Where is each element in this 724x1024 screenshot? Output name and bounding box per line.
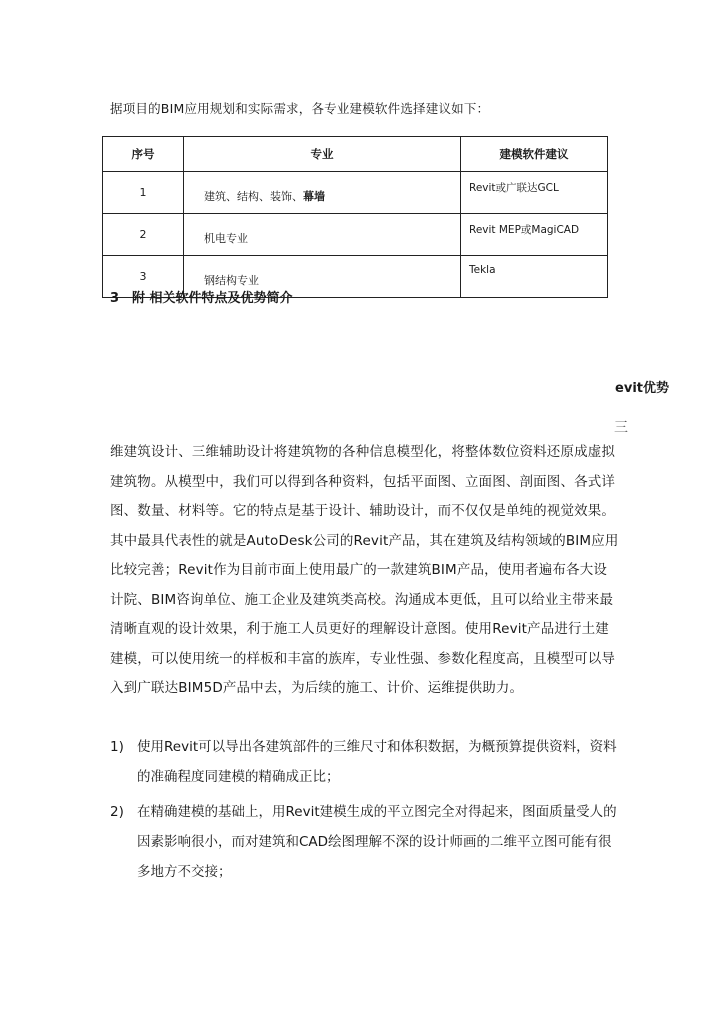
- list-item: [110, 797, 620, 887]
- row-software: Revit或广联达GCL: [461, 172, 608, 214]
- row-software: Revit MEP或MagiCAD: [461, 214, 608, 256]
- orphan-char: 三: [614, 420, 628, 436]
- row-discipline-text: 钢结构专业: [204, 273, 259, 287]
- table-row: [103, 214, 608, 256]
- list-marker: 1): [110, 739, 124, 755]
- subheading: evit优势: [615, 381, 669, 396]
- header-software: 建模软件建议: [461, 137, 608, 172]
- table-row: [103, 172, 608, 214]
- section-title: 附 相关软件特点及优势简介: [132, 291, 293, 306]
- row-no: 3: [103, 256, 184, 298]
- section-number: 3: [110, 291, 120, 306]
- list-marker: 2): [110, 804, 124, 820]
- list-text: 在精确建模的基础上，用Revit建模生成的平立图完全对得起来，图面质量受人的因素影响很小，而对建筑和CAD绘图理解不深的设计师画的二维平立图可能有很多地方不交接；: [137, 804, 617, 880]
- row-discipline: [184, 214, 461, 256]
- table-header-row: [103, 137, 608, 172]
- intro-text: 据项目的BIM应用规划和实际需求，各专业建模软件选择建议如下：: [110, 101, 490, 116]
- header-no: 序号: [103, 137, 184, 172]
- header-discipline: 专业: [184, 137, 461, 172]
- row-discipline: [184, 172, 461, 214]
- list-text: 使用Revit可以导出各建筑部件的三维尺寸和体积数据，为概预算提供资料，资料的准确程度同建模的精确成正比；: [137, 739, 617, 785]
- section-heading: [110, 287, 293, 306]
- list-item: [110, 732, 620, 792]
- row-discipline-text: 机电专业: [204, 231, 248, 245]
- row-discipline-text: 建筑、结构、装饰、: [204, 189, 303, 203]
- row-software: Tekla: [461, 256, 608, 298]
- body-paragraph: 维建筑设计、三维辅助设计将建筑物的各种信息模型化，将整体数位资料还原成虚拟建筑物。从模型中，我们可以得到各种资料，包括平面图、立面图、剖面图、各式详图、数量、材料等。它的特点是基于设计、辅助设计，而不仅仅是单纯的视觉效果。其中最具代表性的就是AutoDesk公司的Revit产品，其在建筑及结构领域的BIM应用比较完善；Revit作为目前市面上使用最广的一款建筑BIM产品，使用者遍布各大设计院、BIM咨询单位、施工企业及建筑类高校。沟通成本更低，且可以给业主带来最清晰直观的设计效果，利于施工人员更好的理解设计意图。使用Revit产品进行土建建模，可以使用统一的样板和丰富的族库，专业性强、参数化程度高，且模型可以导入到广联达BIM5D产品中去，为后续的施工、计价、运维提供助力。: [110, 444, 619, 696]
- row-no: 1: [103, 172, 184, 214]
- row-no: 2: [103, 214, 184, 256]
- row-discipline-bold: 幕墙: [303, 189, 325, 203]
- software-table: [102, 136, 608, 298]
